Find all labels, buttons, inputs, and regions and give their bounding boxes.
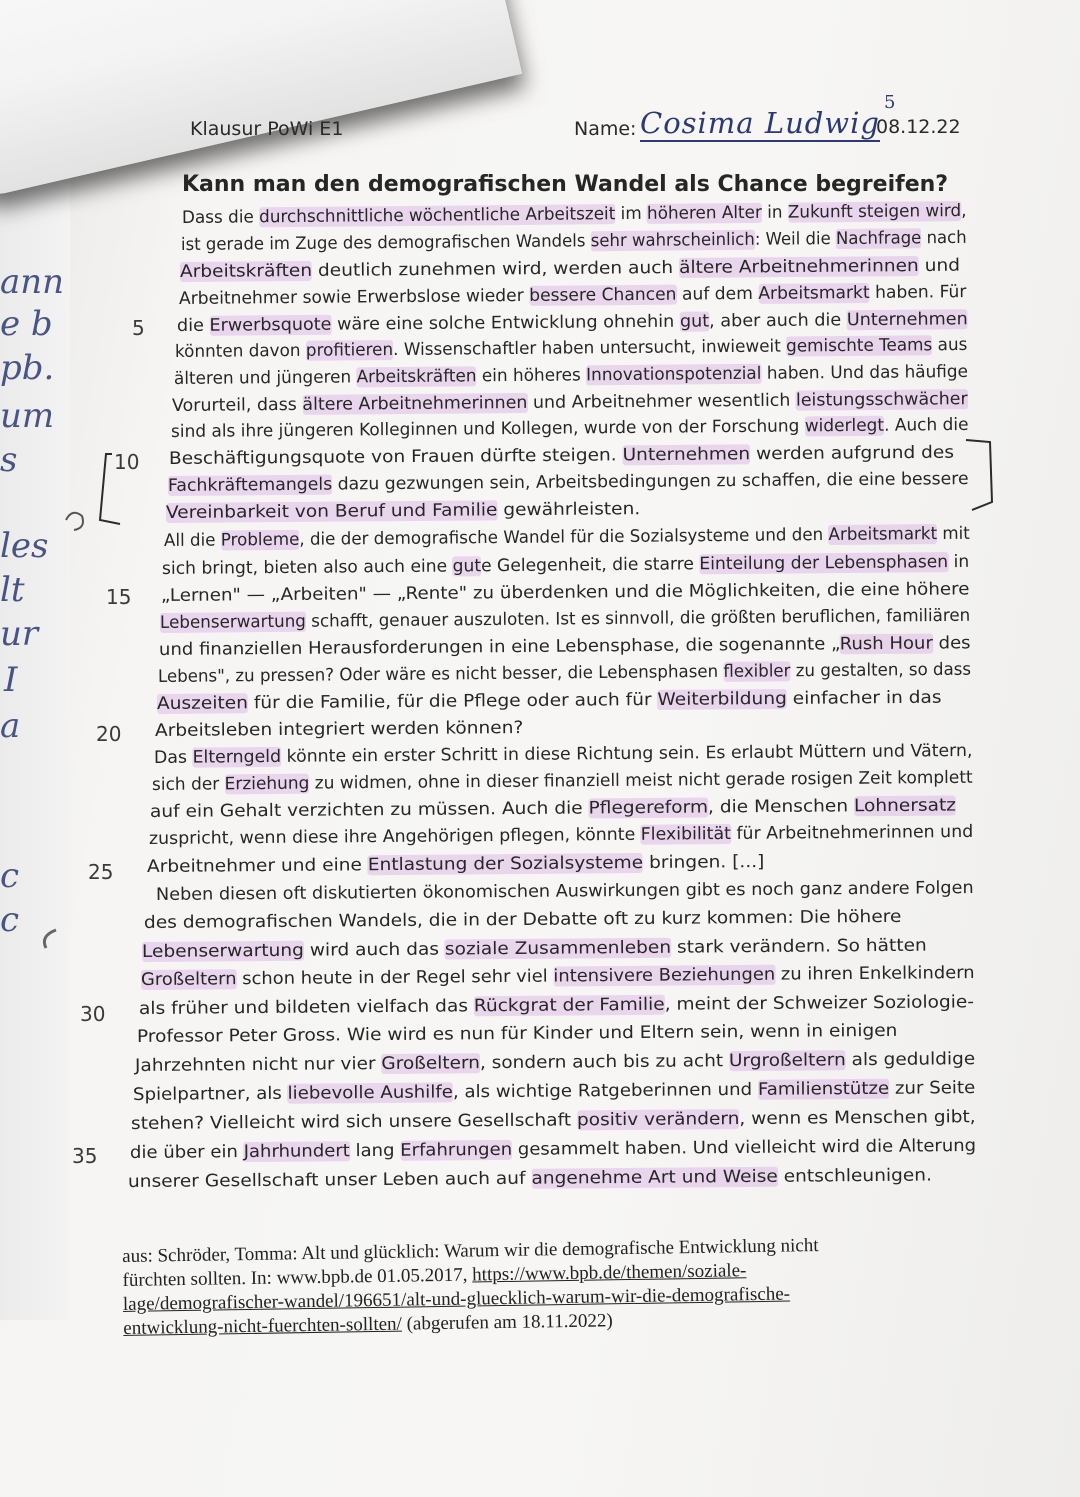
text-line: Dass die durchschnittliche wöchentliche Arbeitszeit im höheren Alter in Zukunft steigen wird, — [181, 200, 967, 228]
margin-note: lt — [0, 570, 25, 610]
text-line: All die Probleme, die der demografische Wandel für die Sozialsysteme und den Arbeitsmarkt mit — [163, 523, 970, 551]
text-line: die über ein Jahrhundert lang Erfahrungen gesammelt haben. Und vielleicht wird die Alterung — [129, 1135, 977, 1163]
line-number: 20 — [96, 722, 122, 746]
text-line: Arbeitnehmer sowie Erwerbslose wieder bessere Chancen auf dem Arbeitsmarkt haben. Für — [178, 282, 967, 309]
text-line: Spielpartner, als liebevolle Aushilfe, als wichtige Ratgeberinnen und Familienstütze zur Seite — [132, 1078, 976, 1105]
text-line: „Lernen" — „Arbeiten" — „Rente" zu überdenken und die Möglichkeiten, die eine höhere — [160, 579, 970, 606]
text-line: als früher und bildeten vielfach das Rückgrat der Familie, meint der Schweizer Soziologie- — [138, 992, 975, 1019]
text-line: sich bringt, bieten also auch eine gute Gelegenheit, die starre Einteilung der Lebensphasen in — [161, 551, 970, 579]
document-title: Kann man den demografischen Wandel als Chance begreifen? — [182, 172, 949, 197]
text-line: ist gerade im Zuge des demografischen Wandels sehr wahrscheinlich: Weil die Nachfrage nach — [180, 227, 967, 255]
line-number: 15 — [106, 585, 132, 609]
text-line: stehen? Vielleicht wird sich unsere Gesellschaft positiv verändern, wenn es Menschen gibt, — [130, 1107, 976, 1134]
text-line: Vorurteil, dass ältere Arbeitnehmerinnen und Arbeitnehmer wesentlich leistungsschwächer — [171, 389, 968, 416]
text-line: könnten davon profitieren. Wissenschaftler haben untersucht, inwieweit gemischte Teams aus — [174, 334, 968, 362]
source-accessed: (abgerufen am 18.11.2022) — [401, 1310, 613, 1335]
text-line: unserer Gesellschaft unser Leben auch auf angenehme Art und Weise entschleunigen. — [127, 1165, 933, 1192]
source-url[interactable]: entwicklung-nicht-fuerchten-sollten/ — [123, 1313, 403, 1339]
text-line: Arbeitskräften deutlich zunehmen wird, werden auch ältere Arbeitnehmerinnen und — [179, 255, 961, 282]
grade-mark: 5 — [884, 92, 896, 113]
text-line: Lebenserwartung wird auch das soziale Zusammenleben stark verändern. So hätten — [141, 935, 927, 962]
text-line: Das Elterngeld könnte ein erster Schritt in diese Richtung sein. Es erlaubt Müttern und Vätern, — [153, 740, 973, 768]
line-number: 10 — [114, 450, 140, 474]
line-number: 35 — [72, 1144, 98, 1168]
text-line: Neben diesen oft diskutierten ökonomischen Auswirkungen gibt es noch ganz andere Folgen — [155, 878, 974, 905]
text-line: Auszeiten für die Familie, für die Pflege oder auch für Weiterbildung einfacher in das — [156, 687, 942, 714]
source-text: fürchten sollten. In: www.bpb.de 01.05.2017, — [122, 1264, 473, 1291]
text-line: die Erwerbsquote wäre eine solche Entwicklung ohnehin gut, aber auch die Unternehmen — [176, 309, 968, 336]
source-line: aus: Schröder, Tomma: Alt und glücklich: Warum wir die demografische Entwicklung nicht — [122, 1235, 819, 1267]
margin-note: s — [0, 440, 18, 480]
margin-note: ur — [0, 614, 39, 654]
line-number: 5 — [132, 316, 145, 340]
text-line: Lebenserwartung schafft, genauer auszuloten. Ist es sinnvoll, die größten beruflichen, familiären — [159, 605, 971, 633]
text-line: auf ein Gehalt verzichten zu müssen. Auch die Pflegereform, die Menschen Lohnersatz — [149, 795, 957, 822]
name-label: Name: — [574, 118, 637, 140]
text-line: Vereinbarkeit von Beruf und Familie gewährleisten. — [165, 499, 641, 523]
text-line: Lebens", zu pressen? Oder wäre es nicht besser, die Lebensphasen flexibler zu gestalten, so dass — [157, 659, 972, 687]
text-line: sind als ihre jüngeren Kolleginnen und Kollegen, wurde von der Forschung widerlegt. Auch die — [170, 414, 969, 442]
text-line: sich der Erziehung zu widmen, ohne in dieser finanziell meist nicht gerade rosigen Zeit komplett — [151, 767, 973, 795]
margin-note: pb. — [0, 348, 55, 388]
margin-note: c — [0, 900, 20, 940]
line-number: 25 — [88, 860, 114, 884]
exam-label: Klausur PoWi E1 — [190, 118, 344, 140]
student-name: Cosima Ludwig — [640, 106, 880, 140]
text-line: Arbeitnehmer und eine Entlastung der Sozialsysteme bringen. [...] — [146, 852, 765, 877]
text-line: des demografischen Wandels, die in der Debatte oft zu kurz kommen: Die höhere — [143, 906, 902, 933]
source-citation — [122, 1233, 883, 1341]
margin-note: um — [0, 396, 55, 436]
margin-note: a — [0, 706, 21, 746]
margin-note: I — [4, 660, 18, 700]
text-line: Jahrzehnten nicht nur vier Großeltern, sondern auch bis zu acht Urgroßeltern als geduldige — [134, 1049, 976, 1076]
text-line: Arbeitsleben integriert werden können? — [154, 718, 524, 741]
line-number: 30 — [80, 1002, 106, 1026]
text-line: Fachkräftemangels dazu gezwungen sein, Arbeitsbedingungen zu schaffen, die eine bessere — [167, 469, 969, 496]
text-line: Großeltern schon heute in der Regel sehr viel intensivere Beziehungen zu ihren Enkelkindern — [140, 963, 975, 990]
source-url[interactable]: lage/demografischer-wandel/196651/alt-und-gluecklich-warum-wir-die-demografische- — [122, 1283, 791, 1315]
margin-note: ann — [0, 262, 65, 302]
text-line: älteren und jüngeren Arbeitskräften ein höheres Innovationspotenzial haben. Und das häufige — [173, 361, 969, 389]
text-line: Professor Peter Gross. Wie wird es nun für Kinder und Eltern sein, wenn in einigen — [136, 1020, 898, 1047]
margin-note: les — [0, 526, 49, 566]
text-line: zuspricht, wenn diese ihre Angehörigen pflegen, könnte Flexibilität für Arbeitnehmerinnen und — [148, 821, 974, 849]
date: 08.12.22 — [876, 116, 961, 138]
text-line: und finanziellen Herausforderungen in eine Lebensphase, die sogenannte „Rush Hour des — [158, 633, 971, 660]
source-url[interactable]: https://www.bpb.de/themen/soziale- — [472, 1260, 747, 1286]
margin-note: c — [0, 856, 20, 896]
text-line: Beschäftigungsquote von Frauen dürfte steigen. Unternehmen werden aufgrund des — [168, 442, 955, 469]
margin-note: e b — [0, 304, 53, 344]
